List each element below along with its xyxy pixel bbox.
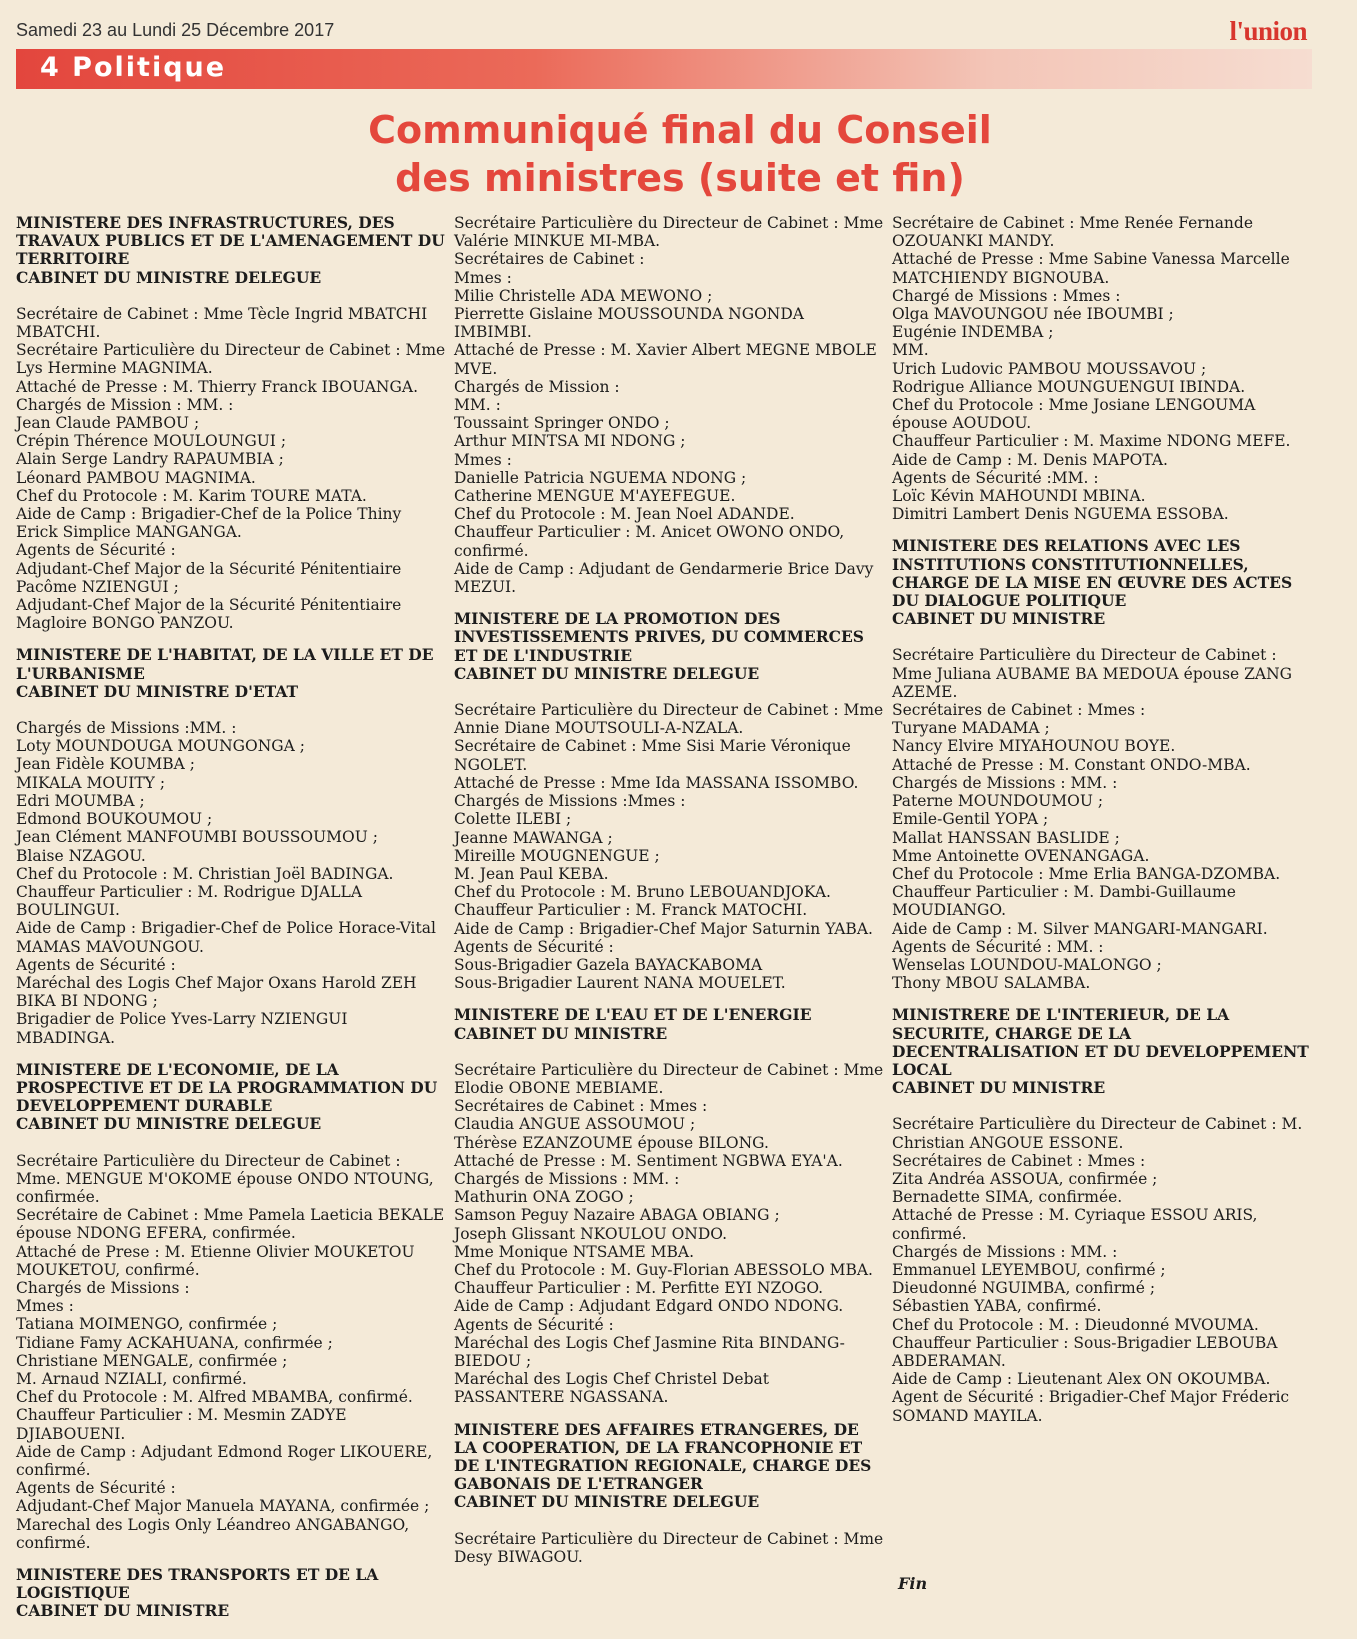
heading-line: CABINET DU MINISTRE DELEGUE: [454, 1492, 760, 1512]
appointment-line: Secrétaire Particulière du Directeur de Cabinet : Mme Desy BIWAGOU.: [454, 1529, 884, 1566]
heading-line: MINISTERE DE L'HABITAT, DE LA VILLE ET DE L'URBANISME: [16, 645, 434, 683]
appointment-line: Mallat HANSSAN BASLIDE ;: [892, 828, 1120, 847]
appointment-line: Chauffeur Particulier : Sous-Brigadier LEBOUBA ABDERAMAN.: [892, 1333, 1278, 1370]
appointment-line: Dieudonné NGUIMBA, confirmé ;: [892, 1279, 1156, 1298]
appointment-line: M. Jean Paul KEBA.: [454, 864, 609, 883]
ministry-section: [892, 537, 1314, 992]
appointment-line: Agents de Sécurité : MM. :: [892, 937, 1104, 956]
heading-line: MINISTERE DES TRANSPORTS ET DE LA LOGISTIQUE: [16, 1565, 379, 1603]
appointment-line: Toussaint Springer ONDO ;: [454, 414, 670, 433]
appointment-line: Attaché de Presse : M. Thierry Franck IBOUANGA.: [16, 377, 418, 396]
ministry-section: [16, 1566, 446, 1621]
appointment-line: Secrétaire Particulière du Directeur de Cabinet : Mme Lys Hermine MAGNIMA.: [16, 341, 446, 378]
ministry-heading: [892, 537, 1314, 628]
appointment-line: Colette ILEBI ;: [454, 810, 572, 829]
appointment-line: Secrétaire Particulière du Directeur de Cabinet : Mme Elodie OBONE MEBIAME.: [454, 1060, 884, 1097]
appointment-line: Chargé de Missions : Mmes :: [892, 286, 1121, 305]
appointment-line: Sous-Brigadier Laurent NANA MOUELET.: [454, 974, 786, 993]
appointment-line: Chargés de Missions : MM. :: [454, 1169, 680, 1188]
appointment-line: Chef du Protocole : Mme Erlia BANGA-DZOMBA.: [892, 864, 1281, 883]
heading-line: MINISTERE DES RELATIONS AVEC LES INSTITUTIONS CONSTITUTIONNELLES, CHARGE DE LA MISE EN ŒUVRE DES ACTES DU DIALOGUE POLITIQUE: [892, 536, 1293, 611]
appointment-line: Agents de Sécurité :MM. :: [892, 468, 1099, 487]
end-marker: Fin: [898, 1574, 928, 1593]
appointment-line: Aide de Camp : M. Silver MANGARI-MANGARI.: [892, 919, 1268, 938]
appointment-line: Chargés de Missions :MM. :: [16, 719, 237, 738]
appointment-line: Secrétaire de Cabinet : Mme Sisi Marie Véronique NGOLET.: [454, 737, 851, 774]
appointment-line: Attaché de Presse : M. Constant ONDO-MBA.: [892, 755, 1251, 774]
appointment-line: Wenselas LOUNDOU-MALONGO ;: [892, 955, 1162, 974]
ministry-section: [16, 1061, 446, 1552]
appointment-line: Edmond BOUKOUMOU ;: [16, 810, 213, 829]
column-3: [892, 214, 1314, 1439]
appointment-line: Aide de Camp : Adjudant Edgard ONDO NDONG.: [454, 1297, 844, 1316]
ministry-heading: [16, 646, 446, 701]
appointment-line: Brigadier de Police Yves-Larry NZIENGUI MBADINGA.: [16, 1010, 348, 1047]
heading-line: CABINET DU MINISTRE: [454, 1023, 668, 1043]
heading-line: MINISTRERE DE L'INTERIEUR, DE LA SECURITE, CHARGE DE LA DECENTRALISATION ET DU DEVELOPPEMENT LOCAL: [892, 1005, 1309, 1079]
appointment-line: Samson Peguy Nazaire ABAGA OBIANG ;: [454, 1206, 780, 1225]
appointment-line: Agents de Sécurité :: [16, 955, 176, 974]
appointment-line: Dimitri Lambert Denis NGUEMA ESSOBA.: [892, 505, 1229, 524]
appointment-line: Chargés de Mission : MM. :: [16, 395, 234, 414]
ministry-heading: [16, 214, 446, 287]
appointment-line: MM.: [892, 341, 929, 360]
appointment-line: Secrétaire Particulière du Directeur de Cabinet : Mme Valérie MINKUE MI-MBA.: [454, 214, 884, 251]
appointment-line: Mmes :: [16, 1297, 74, 1316]
appointment-line: Adjudant-Chef Major Manuela MAYANA, confirmée ;: [16, 1497, 430, 1516]
column-1: [16, 214, 446, 1639]
appointment-line: Christiane MENGALE, confirmée ;: [16, 1351, 288, 1370]
appointment-line: Aide de Camp : Lieutenant Alex ON OKOUMBA.: [892, 1370, 1271, 1389]
newspaper-logo: l'union: [1229, 16, 1307, 46]
appointment-line: Agents de Sécurité :: [454, 937, 614, 956]
appointment-line: Maréchal des Logis Chef Major Oxans Harold ZEH BIKA BI NDONG ;: [16, 973, 417, 1011]
appointment-line: Chargés de Missions :Mmes :: [454, 792, 686, 811]
appointment-line: Agents de Sécurité :: [454, 1315, 614, 1334]
appointment-line: Loty MOUNDOUGA MOUNGONGA ;: [16, 737, 306, 756]
ministry-heading: [892, 1006, 1314, 1097]
issue-date: Samedi 23 au Lundi 25 Décembre 2017: [16, 20, 335, 40]
ministry-section: [454, 610, 884, 992]
appointment-line: Secrétaires de Cabinet : Mmes :: [892, 1151, 1146, 1170]
appointment-line: Loïc Kévin MAHOUNDI MBINA.: [892, 487, 1146, 506]
appointment-line: Zita Andréa ASSOUA, confirmée ;: [892, 1169, 1158, 1188]
ministry-section: [454, 1421, 884, 1566]
heading-line: MINISTERE DES AFFAIRES ETRANGERES, DE LA COOPERATION, DE LA FRANCOPHONIE ET DE L'INTEGRATION REGIONALE, CHARGE DES GABONAIS DE L'ETRANGER: [454, 1419, 872, 1494]
appointment-line: Marechal des Logis Only Léandreo ANGABANGO, confirmé.: [16, 1515, 410, 1552]
appointment-line: Attaché de Presse : Mme Ida MASSANA ISSOMBO.: [454, 773, 859, 792]
appointment-line: Chef du Protocole : M. Karim TOURE MATA.: [16, 486, 367, 505]
ministry-section: [16, 646, 446, 1046]
appointment-line: Mireille MOUGNENGUE ;: [454, 846, 660, 865]
appointment-line: Chef du Protocole : M. Jean Noel ADANDE.: [454, 505, 795, 524]
appointment-line: Paterne MOUNDOUMOU ;: [892, 792, 1104, 811]
appointment-line: Urich Ludovic PAMBOU MOUSSAVOU ;: [892, 359, 1207, 378]
appointment-line: Mme Monique NTSAME MBA.: [454, 1242, 695, 1261]
appointment-line: Chargés de Missions : MM. :: [892, 1242, 1118, 1261]
appointment-line: Pierrette Gislaine MOUSSOUNDA NGONDA IMBIMBI.: [454, 305, 804, 342]
appointment-line: Attaché de Presse : M. Xavier Albert MEGNE MBOLE MVE.: [454, 341, 877, 378]
appointment-line: Secrétaire de Cabinet : Mme Pamela Laeticia BEKALE épouse NDONG EFERA, confirmée.: [16, 1206, 445, 1243]
appointment-line: Rodrigue Alliance MOUNGUENGUI IBINDA.: [892, 377, 1246, 396]
ministry-section: [16, 214, 446, 632]
appointment-line: Chef du Protocole : M. Alfred MBAMBA, confirmé.: [16, 1388, 413, 1407]
ministry-heading: [454, 1421, 884, 1512]
appointment-line: Turyane MADAMA ;: [892, 719, 1050, 738]
appointment-line: Secrétaire Particulière du Directeur de Cabinet : Mme Juliana AUBAME BA MEDOUA épouse ZANG AZEME.: [892, 646, 1293, 701]
appointment-line: Nancy Elvire MIYAHOUNOU BOYE.: [892, 737, 1176, 756]
heading-line: MINISTERE DE LA PROMOTION DES INVESTISSEMENTS PRIVES, DU COMMERCES ET DE L'INDUSTRIE: [454, 609, 864, 665]
appointment-line: Tatiana MOIMENGO, confirmée ;: [16, 1315, 278, 1334]
heading-line: CABINET DU MINISTRE: [892, 609, 1106, 629]
headline-line-2: des ministres (suite et fin): [395, 156, 965, 200]
appointment-line: Secrétaire de Cabinet : Mme Renée Fernande OZOUANKI MANDY.: [892, 214, 1254, 251]
ministry-heading: [16, 1061, 446, 1134]
appointment-line: Jean Clément MANFOUMBI BOUSSOUMOU ;: [16, 828, 378, 847]
appointment-line: Secrétaire Particulière du Directeur de Cabinet : M. Christian ANGOUE ESSONE.: [892, 1115, 1303, 1152]
appointment-line: Eugénie INDEMBA ;: [892, 323, 1054, 342]
appointment-line: MM. :: [454, 396, 501, 415]
appointment-line: Aide de Camp : Brigadier-Chef de Police Horace-Vital MAMAS MAVOUNGOU.: [16, 919, 436, 956]
appointment-line: Sébastien YABA, confirmé.: [892, 1297, 1102, 1316]
appointment-line: Catherine MENGUE M'AYEFEGUE.: [454, 487, 736, 506]
appointment-line: Bernadette SIMA, confirmée.: [892, 1188, 1123, 1207]
appointment-line: Maréchal des Logis Chef Christel Debat PASSANTERE NGASSANA.: [454, 1370, 769, 1407]
appointment-line: Attaché de Prese : M. Etienne Olivier MOUKETOU MOUKETOU, confirmé.: [16, 1242, 415, 1279]
appointment-line: Adjudant-Chef Major de la Sécurité Pénitentiaire Magloire BONGO PANZOU.: [16, 596, 402, 633]
appointment-line: Secrétaire Particulière du Directeur de Cabinet : Mme. MENGUE M'OKOME épouse ONDO NTOUNG, confirmée.: [16, 1151, 434, 1206]
heading-line: CABINET DU MINISTRE: [892, 1078, 1106, 1098]
appointment-line: Mmes :: [454, 450, 512, 469]
heading-line: CABINET DU MINISTRE DELEGUE: [454, 663, 760, 683]
appointment-line: Aide de Camp : Adjudant de Gendarmerie Brice Davy MEZUI.: [454, 559, 874, 597]
appointment-line: Olga MAVOUNGOU née IBOUMBI ;: [892, 305, 1174, 324]
appointment-line: Chauffeur Particulier : M. Mesmin ZADYE DJIABOUENI.: [16, 1406, 347, 1443]
appointment-line: MIKALA MOUITY ;: [16, 773, 166, 792]
headline-line-1: Communiqué final du Conseil: [368, 108, 992, 152]
ministry-section: [892, 214, 1314, 523]
appointment-line: Joseph Glissant NKOULOU ONDO.: [454, 1224, 727, 1243]
appointment-line: Adjudant-Chef Major de la Sécurité Pénitentiaire Pacôme NZIENGUI ;: [16, 559, 402, 596]
heading-line: CABINET DU MINISTRE DELEGUE: [16, 1114, 322, 1134]
appointment-line: Aide de Camp : Brigadier-Chef de la Police Thiny Erick Simplice MANGANGA.: [16, 505, 402, 542]
appointment-line: Secrétaires de Cabinet : Mmes :: [892, 701, 1146, 720]
appointment-line: Danielle Patricia NGUEMA NDONG ;: [454, 468, 747, 487]
appointment-line: Aide de Camp : M. Denis MAPOTA.: [892, 450, 1168, 469]
appointment-line: Attaché de Presse : M. Sentiment NGBWA EYA'A.: [454, 1151, 843, 1170]
appointment-line: Edri MOUMBA ;: [16, 791, 145, 810]
appointment-line: Chauffeur Particulier : M. Perfitte EYI NZOGO.: [454, 1279, 824, 1298]
appointment-line: Jeanne MAWANGA ;: [454, 828, 613, 847]
appointment-line: Chef du Protocole : M. Bruno LEBOUANDJOKA.: [454, 883, 831, 902]
section-banner: [16, 49, 1312, 89]
section-label: 4 Politique: [40, 52, 227, 83]
appointment-line: Arthur MINTSA MI NDONG ;: [454, 432, 686, 451]
heading-line: CABINET DU MINISTRE: [16, 1601, 230, 1621]
appointment-line: Aide de Camp : Brigadier-Chef Major Saturnin YABA.: [454, 919, 873, 938]
appointment-line: Chargés de Missions : MM. :: [892, 773, 1118, 792]
appointment-line: Secrétaires de Cabinet :: [454, 250, 645, 269]
appointment-line: Mme Antoinette OVENANGAGA.: [892, 846, 1150, 865]
appointment-line: Chauffeur Particulier : M. Anicet OWONO ONDO, confirmé.: [454, 523, 845, 560]
appointment-line: Emmanuel LEYEMBOU, confirmé ;: [892, 1260, 1166, 1279]
appointment-line: Chauffeur Particulier : M. Maxime NDONG MEFE.: [892, 432, 1291, 451]
appointment-line: Attaché de Presse : Mme Sabine Vanessa Marcelle MATCHIENDY BIGNOUBA.: [892, 250, 1290, 287]
appointment-line: M. Arnaud NZIALI, confirmé.: [16, 1369, 247, 1388]
ministry-heading: [16, 1566, 446, 1621]
appointment-line: Chargés de Mission :: [454, 377, 620, 396]
heading-line: CABINET DU MINISTRE DELEGUE: [16, 267, 322, 287]
ministry-heading: [454, 610, 884, 683]
ministry-heading: [454, 1006, 884, 1042]
appointment-line: Léonard PAMBOU MAGNIMA.: [16, 468, 256, 487]
appointment-line: Chef du Protocole : M. : Dieudonné MVOUMA.: [892, 1315, 1259, 1334]
appointment-line: Agent de Sécurité : Brigadier-Chef Major Fréderic SOMAND MAYILA.: [892, 1388, 1290, 1425]
heading-line: CABINET DU MINISTRE D'ETAT: [16, 681, 299, 701]
appointment-line: Maréchal des Logis Chef Jasmine Rita BINDANG-BIEDOU ;: [454, 1333, 845, 1370]
appointment-line: Mmes :: [454, 268, 512, 287]
appointment-line: Attaché de Presse : M. Cyriaque ESSOU ARIS, confirmé.: [892, 1206, 1258, 1243]
headline: [300, 106, 1060, 202]
ministry-section: [454, 1006, 884, 1406]
appointment-line: Chargés de Missions :: [16, 1278, 190, 1297]
heading-line: MINISTERE DE L'ECONOMIE, DE LA PROSPECTIVE ET DE LA PROGRAMMATION DU DEVELOPPEMENT DURABLE: [16, 1059, 438, 1116]
appointment-line: Milie Christelle ADA MEWONO ;: [454, 286, 713, 305]
appointment-line: Secrétaire Particulière du Directeur de Cabinet : Mme Annie Diane MOUTSOULI-A-NZALA.: [454, 701, 884, 738]
appointment-line: Chauffeur Particulier : M. Franck MATOCHI.: [454, 901, 808, 920]
appointment-line: Sous-Brigadier Gazela BAYACKABOMA: [454, 955, 763, 974]
appointment-line: Chauffeur Particulier : M. Dambi-Guillaume MOUDIANGO.: [892, 883, 1236, 920]
appointment-line: Chef du Protocole : M. Christian Joël BADINGA.: [16, 864, 394, 883]
appointment-line: Chef du Protocole : M. Guy-Florian ABESSOLO MBA.: [454, 1260, 873, 1279]
appointment-line: Chef du Protocole : Mme Josiane LENGOUMA épouse AOUDOU.: [892, 396, 1256, 433]
heading-line: MINISTERE DES INFRASTRUCTURES, DES TRAVAUX PUBLICS ET DE L'AMENAGEMENT DU TERRITOIRE: [16, 213, 445, 269]
appointment-line: Secrétaires de Cabinet : Mmes :: [454, 1097, 708, 1116]
appointment-line: Blaise NZAGOU.: [16, 846, 146, 865]
appointment-line: Aide de Camp : Adjudant Edmond Roger LIKOUERE, confirmé.: [16, 1442, 433, 1479]
appointment-line: Mathurin ONA ZOGO ;: [454, 1188, 634, 1207]
appointment-line: Jean Claude PAMBOU ;: [16, 414, 200, 433]
appointment-line: Thony MBOU SALAMBA.: [892, 974, 1091, 993]
ministry-section: [892, 1006, 1314, 1424]
appointment-line: Crépin Thérence MOULOUNGUI ;: [16, 432, 287, 451]
ministry-section: [454, 214, 884, 596]
appointment-line: Tidiane Famy ACKAHUANA, confirmée ;: [16, 1333, 333, 1352]
appointment-line: Secrétaire de Cabinet : Mme Tècle Ingrid MBATCHI MBATCHI.: [16, 304, 428, 342]
appointment-line: Alain Serge Landry RAPAUMBIA ;: [16, 450, 284, 469]
appointment-line: Claudia ANGUE ASSOUMOU ;: [454, 1115, 696, 1134]
heading-line: MINISTERE DE L'EAU ET DE L'ENERGIE: [454, 1005, 812, 1025]
appointment-line: Chauffeur Particulier : M. Rodrigue DJALLA BOULINGUI.: [16, 882, 363, 920]
column-2: [454, 214, 884, 1580]
appointment-line: Emile-Gentil YOPA ;: [892, 810, 1049, 829]
appointment-line: Jean Fidèle KOUMBA ;: [16, 755, 195, 774]
appointment-line: Agents de Sécurité :: [16, 1479, 176, 1498]
appointment-line: Agents de Sécurité :: [16, 541, 176, 560]
appointment-line: Thérèse EZANZOUME épouse BILONG.: [454, 1133, 769, 1152]
